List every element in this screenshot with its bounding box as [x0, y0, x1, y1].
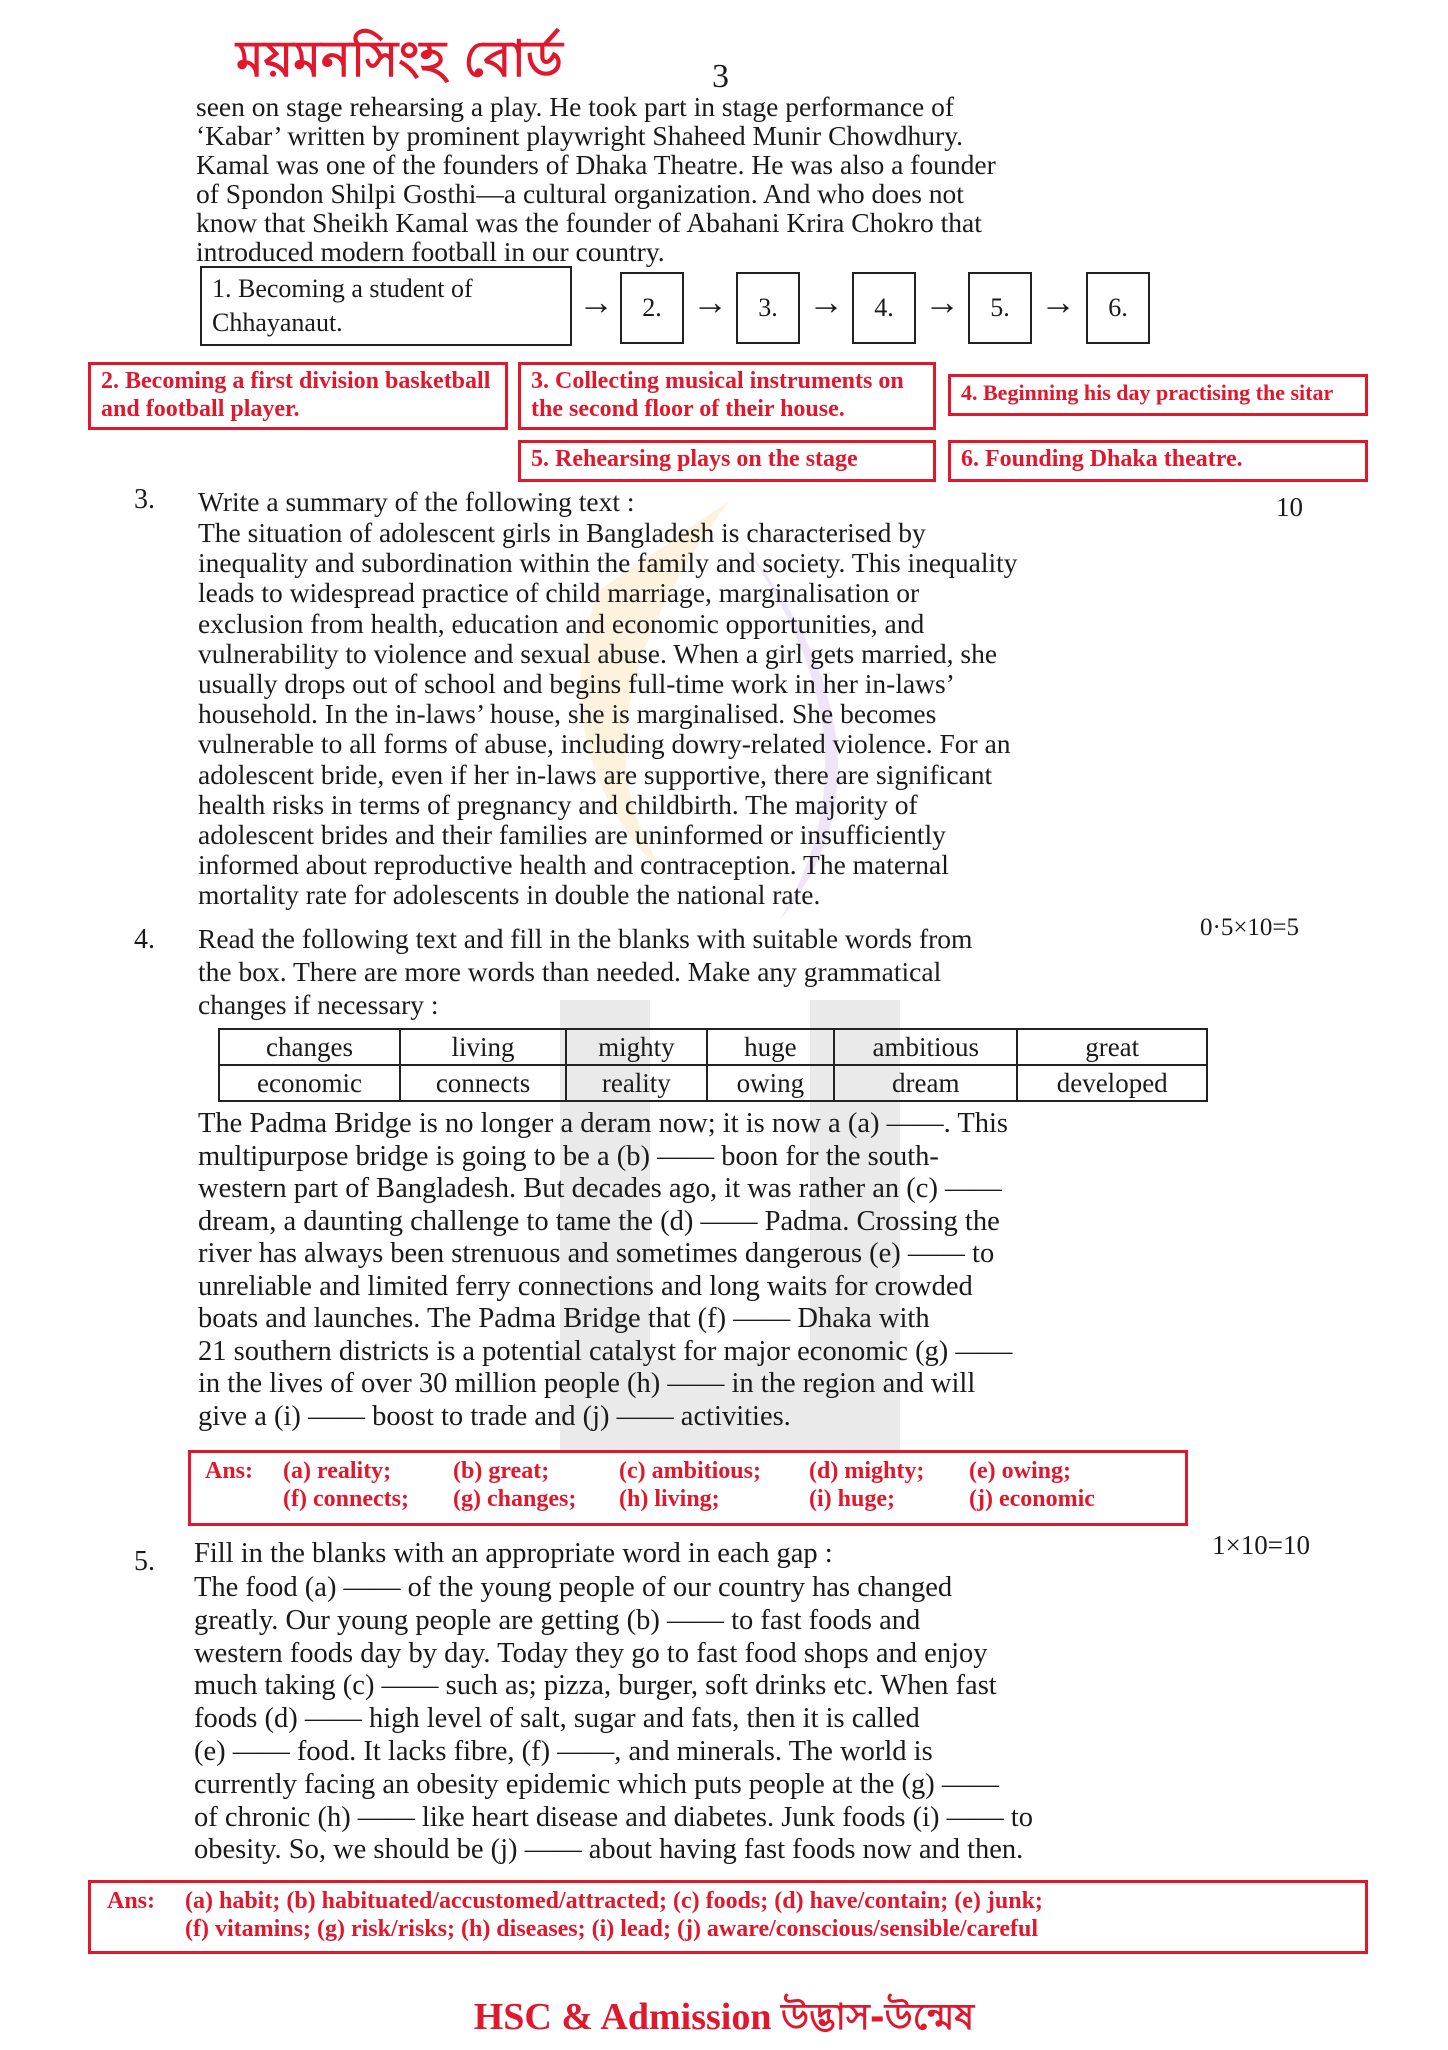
word-cell: living: [400, 1029, 566, 1065]
answer-item: (e) owing;: [969, 1458, 1071, 1484]
word-box-row: [219, 1029, 1207, 1065]
text-line: unreliable and limited ferry connections and long waits for crowded: [198, 1270, 973, 1302]
text-line: of chronic (h) —— like heart disease and diabetes. Junk foods (i) —— to: [194, 1801, 1033, 1833]
answer-label: Ans:: [107, 1888, 156, 1914]
answer-item: (f) connects;: [283, 1486, 409, 1512]
text-line: western part of Bangladesh. But decades ago, it was rather an (c) ——: [198, 1173, 1003, 1204]
text-line: introduced modern football in our country.: [196, 236, 665, 267]
question-4-answer: [188, 1450, 1188, 1526]
answer-item: (c) ambitious;: [619, 1458, 761, 1484]
text-line: obesity. So, we should be (j) —— about having fast foods now and then.: [194, 1834, 1024, 1866]
text-line: greatly. Our young people are getting (b) —— to fast foods and: [194, 1604, 921, 1636]
answer-item: (i) huge;: [809, 1486, 895, 1512]
answer-item: (f) vitamins; (g) risk/risks; (h) diseases; (i) lead; (j) aware/conscious/sensible/careful: [185, 1916, 1039, 1942]
answer-row: [205, 1457, 1171, 1485]
intro-paragraph: [196, 92, 1196, 266]
word-cell: changes: [219, 1029, 400, 1065]
flow-step-2: 2.: [620, 272, 684, 344]
text-line: boats and launches. The Padma Bridge that (f) —— Dhaka with: [198, 1303, 930, 1334]
text-line: 21 southern districts is a potential catalyst for major economic (g) ——: [198, 1335, 1013, 1367]
question-3-instruction: Write a summary of the following text :: [198, 486, 635, 517]
question-3-number: 3.: [134, 484, 155, 515]
text-line: usually drops out of school and begins full-time work in her in-laws’: [198, 668, 955, 700]
arrow-right-icon: →: [924, 282, 960, 322]
text-line: know that Sheikh Kamal was the founder of Abahani Krira Chokro that: [196, 207, 982, 238]
question-5-answer: [88, 1880, 1368, 1954]
text-line: informed about reproductive health and contraception. The maternal: [198, 849, 949, 881]
answer-row: [107, 1887, 1349, 1915]
word-cell: mighty: [566, 1029, 706, 1065]
text-line: The situation of adolescent girls in Bangladesh is characterised by: [198, 517, 926, 548]
flow-step-3: 3.: [736, 272, 800, 344]
question-3-marks: 10: [1276, 492, 1303, 522]
footer-bengali: উদ্ভাস-উন্মেষ: [780, 1997, 975, 2038]
question-5-instruction: Fill in the blanks with an appropriate word in each gap :: [194, 1538, 833, 1569]
word-box-row: [219, 1065, 1207, 1101]
arrow-right-icon: →: [808, 282, 844, 322]
answer-item: (j) economic: [969, 1486, 1095, 1512]
text-line: inequality and subordination within the family and society. This inequality: [198, 547, 1018, 579]
text-line: Kamal was one of the founders of Dhaka Theatre. He was also a founder: [196, 149, 996, 180]
text-line: health risks in terms of pregnancy and childbirth. The majority of: [198, 788, 918, 820]
word-cell: economic: [219, 1065, 400, 1101]
answer-item: (h) living;: [619, 1486, 720, 1512]
arrow-right-icon: →: [578, 282, 614, 322]
word-box: [218, 1028, 1208, 1102]
text-line: dream, a daunting challenge to tame the (d) —— Padma. Crossing the: [198, 1205, 1000, 1237]
answer-item: (d) mighty;: [809, 1458, 925, 1484]
question-4-marks: 0·5×10=5: [1200, 914, 1300, 941]
board-title: ময়মনসিংহ বোর্ড: [236, 30, 563, 88]
text-line: river has always been strenuous and sometimes dangerous (e) —— to: [198, 1238, 995, 1269]
text-line: mortality rate for adolescents in double the national rate.: [198, 879, 821, 911]
word-cell: owing: [707, 1065, 835, 1101]
footer-brand: [0, 1990, 1448, 2050]
text-line: the box. There are more words than needed. Make any grammatical: [198, 956, 942, 987]
flow-answer-3: 3. Collecting musical instruments on the second floor of their house.: [518, 362, 936, 430]
text-line: The Padma Bridge is no longer a deram now; it is now a (a) ——. This: [198, 1108, 1008, 1139]
answer-item: (g) changes;: [453, 1486, 577, 1512]
text-line: Read the following text and fill in the blanks with suitable words from: [198, 923, 973, 954]
text-line: of Spondon Shilpi Gosthi—a cultural organization. And who does not: [196, 178, 964, 209]
word-cell: dream: [834, 1065, 1017, 1101]
answer-label: Ans:: [205, 1458, 254, 1484]
text-line: The food (a) —— of the young people of our country has changed: [194, 1572, 953, 1603]
text-line: changes if necessary :: [198, 989, 439, 1020]
word-cell: huge: [707, 1029, 835, 1065]
text-line: currently facing an obesity epidemic which puts people at the (g) ——: [194, 1768, 999, 1800]
answer-item: (a) reality;: [283, 1458, 392, 1484]
word-cell: great: [1017, 1029, 1207, 1065]
answer-row: [205, 1485, 1171, 1513]
flow-step-1: 1. Becoming a student of Chhayanaut.: [200, 266, 572, 346]
question-4-passage: [198, 1108, 1188, 1433]
text-line: exclusion from health, education and economic opportunities, and: [198, 607, 925, 639]
arrow-right-icon: →: [1040, 282, 1076, 322]
arrow-right-icon: →: [692, 282, 728, 322]
text-line: leads to widespread practice of child marriage, marginalisation or: [198, 577, 920, 609]
text-line: household. In the in-laws’ house, she is marginalised. She becomes: [198, 698, 937, 730]
flow-step-6: 6.: [1086, 272, 1150, 344]
flow-answer-2: 2. Becoming a first division basketball and football player.: [88, 362, 508, 430]
text-line: in the lives of over 30 million people (h) —— in the region and will: [198, 1368, 976, 1399]
flow-answer-6: 6. Founding Dhaka theatre.: [948, 440, 1368, 482]
question-4-instruction: [198, 922, 1188, 1021]
question-5-number: 5.: [134, 1546, 155, 1577]
page-number: 3: [712, 58, 729, 95]
footer-latin: HSC & Admission: [473, 1996, 772, 2038]
question-3-passage: [198, 518, 1194, 911]
text-line: vulnerability to violence and sexual abuse. When a girl gets married, she: [198, 637, 998, 669]
question-5-marks: 1×10=10: [1212, 1530, 1310, 1560]
text-line: (e) —— food. It lacks fibre, (f) ——, and minerals. The world is: [194, 1735, 933, 1767]
text-line: seen on stage rehearsing a play. He took part in stage performance of: [196, 91, 954, 122]
word-cell: developed: [1017, 1065, 1207, 1101]
answer-item: (b) great;: [453, 1458, 550, 1484]
text-line: give a (i) —— boost to trade and (j) —— activities.: [198, 1400, 791, 1432]
text-line: vulnerable to all forms of abuse, including dowry-related violence. For an: [198, 728, 1011, 760]
text-line: western foods day by day. Today they go to fast food shops and enjoy: [194, 1637, 988, 1669]
word-cell: connects: [400, 1065, 566, 1101]
text-line: much taking (c) —— such as; pizza, burger, soft drinks etc. When fast: [194, 1670, 997, 1702]
text-line: adolescent brides and their families are uninformed or insufficiently: [198, 819, 946, 851]
flow-step-4: 4.: [852, 272, 916, 344]
answer-item: (a) habit; (b) habituated/accustomed/attracted; (c) foods; (d) have/contain; (e) junk;: [185, 1888, 1043, 1914]
flow-answer-4: 4. Beginning his day practising the sitar: [948, 374, 1368, 416]
word-cell: ambitious: [834, 1029, 1017, 1065]
question-4-number: 4.: [134, 924, 155, 955]
flow-step-5: 5.: [968, 272, 1032, 344]
text-line: multipurpose bridge is going to be a (b) —— boon for the south-: [198, 1140, 939, 1172]
flow-answer-5: 5. Rehearsing plays on the stage: [518, 440, 936, 482]
word-cell: reality: [566, 1065, 706, 1101]
text-line: adolescent bride, even if her in-laws are supportive, there are significant: [198, 758, 993, 790]
answer-row: [107, 1915, 1349, 1943]
text-line: ‘Kabar’ written by prominent playwright Shaheed Munir Chowdhury.: [196, 120, 964, 151]
question-5-passage: [194, 1572, 1188, 1867]
text-line: foods (d) —— high level of salt, sugar and fats, then it is called: [194, 1703, 920, 1735]
